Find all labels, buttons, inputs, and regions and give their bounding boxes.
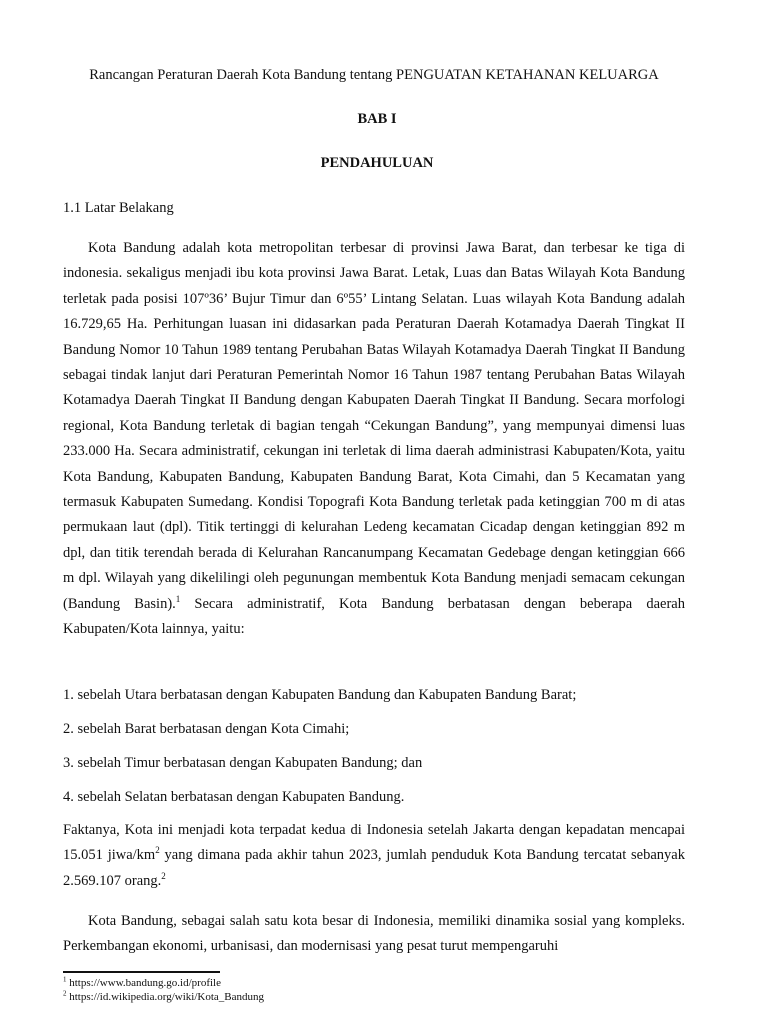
footnote-link: https://www.bandung.go.id/profile [66, 977, 221, 989]
footnote-mark: 2 [63, 989, 67, 998]
paragraph-text: Faktanya, Kota ini menjadi kota terpadat kedua di Indonesia setelah Jakarta dengan kepadatan mencapai 15.051 jiwa/km [63, 822, 685, 864]
chapter-title: PENDAHULUAN [320, 155, 434, 171]
paragraph-social-dynamics: Kota Bandung, sebagai salah satu kota besar di Indonesia, memiliki dinamika sosial yang kompleks. Perkembangan ekonomi, urbanisasi, dan modernisasi yang pesat turut mempengaruhi [63, 913, 685, 955]
footnote-ref-1: 1 [175, 593, 181, 604]
superscript-unit: 2 [155, 845, 160, 856]
paragraph-density [63, 818, 685, 894]
list-item-east: 3. sebelah Timur berbatasan dengan Kabupaten Bandung; dan [63, 755, 423, 771]
chapter-heading: BAB I [357, 111, 397, 127]
list-item-west: 2. sebelah Barat berbatasan dengan Kota Cimahi; [63, 721, 350, 737]
section-title: 1.1 Latar Belakang [63, 200, 174, 216]
paragraph-text: Kota Bandung adalah kota metropolitan terbesar di provinsi Jawa Barat, dan terbesar ke tiga di indonesia. sekaligus menjadi ibu kota provinsi Jawa Barat. Letak, Luas dan Batas Wilayah Kota Bandung terletak pada posisi 107º36’ Bujur Timur dan 6º55’ Lintang Selatan. Luas wilayah Kota Bandung adalah 16.729,65 Ha. Perhitungan luasan ini didasarkan pada Peraturan Daerah Kotamadya Daerah Tingkat II Bandung Nomor 10 Tahun 1989 tentang Perubahan Batas Wilayah Kotamadya Daerah Tingkat II Bandung sebagai tindak lanjut dari Peraturan Pemerintah Nomor 16 Tahun 1987 tentang Perubahan Batas Wilayah Kotamadya Daerah Tingkat II Bandung dengan Kabupaten Daerah Tingkat II Bandung. Secara morfologi regional, Kota Bandung terletak di bagian tengah “Cekungan Bandung”, yang mempunyai dimensi luas 233.000 Ha. Secara administratif, cekungan ini terletak di lima daerah administrasi Kabupaten/Kota, yaitu Kota Bandung, Kabupaten Bandung, Kabupaten Bandung Barat, Kota Cimahi, dan 5 Kecamatan yang termasuk Kabupaten Sumedang. Kondisi Topografi Kota Bandung terletak pada ketinggian 700 m di atas permukaan laut (dpl). Titik tertinggi di kelurahan Ledeng kecamatan Cicadap dengan ketinggian 892 m dpl, dan titik terendah berada di Kelurahan Rancanumpang Kecamatan Gedebage dengan ketinggian 666 m dpl. Wilayah yang dikelilingi oleh pegunungan membentuk Kota Bandung menjadi semacam cekungan (Bandung Basin). [63, 240, 685, 612]
footnote-2 [63, 991, 264, 1004]
footnote-1 [63, 977, 221, 990]
footnote-link: https://id.wikipedia.org/wiki/Kota_Bandung [66, 991, 264, 1003]
paragraph-text: Secara administratif, Kota Bandung berbatasan dengan beberapa daerah Kabupaten/Kota lainnya, yaitu: [63, 595, 685, 638]
list-item-south: 4. sebelah Selatan berbatasan dengan Kabupaten Bandung. [63, 789, 405, 805]
footnote-mark: 1 [63, 975, 67, 984]
paragraph-text: yang dimana pada akhir tahun 2023, jumlah penduduk Kota Bandung tercatat sebanyak 2.569.107 orang. [63, 847, 685, 889]
list-item-north: 1. sebelah Utara berbatasan dengan Kabupaten Bandung dan Kabupaten Bandung Barat; [63, 687, 577, 703]
paragraph-background [63, 236, 685, 643]
footnote-separator [63, 971, 220, 973]
footnote-ref-2: 2 [161, 870, 166, 881]
document-title: Rancangan Peraturan Daerah Kota Bandung tentang PENGUATAN KETAHANAN KELUARGA [89, 67, 659, 83]
